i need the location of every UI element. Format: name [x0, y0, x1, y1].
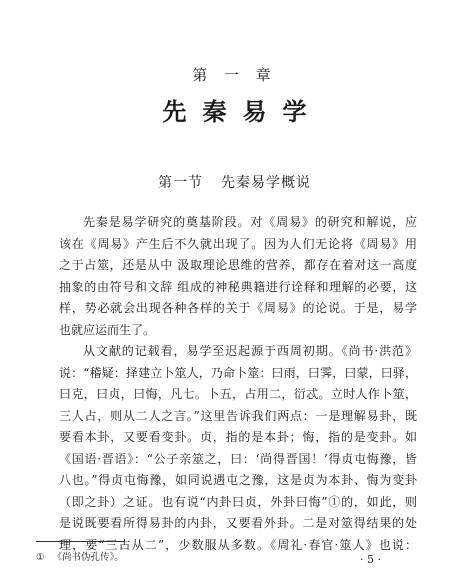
- text-line: 抽象的由符号和文辞 组成的神秘典籍进行诠释和理解的必要，这: [59, 279, 417, 294]
- text-line: 三人占，则从二人之言。”这里告诉我们两点：一是理解易卦，既: [59, 408, 417, 423]
- footnote-divider: [36, 541, 124, 542]
- text-line: 也就应运而生了。: [59, 322, 156, 337]
- text-line: 之于占筮，还是从中 汲取理论思维的营养，都存在着对这一高度: [59, 258, 417, 272]
- footnote: [36, 549, 124, 563]
- text-line: 曰克，曰贞，曰悔，凡七。卜五，占用二，衍忒。立时人作卜筮，: [59, 387, 417, 401]
- footnote-text: 《尚书伪孔传》。: [52, 552, 124, 563]
- section-number: 第一节: [158, 175, 203, 191]
- footnote-mark: ①: [36, 552, 45, 563]
- chapter-label: 第 一 章: [192, 66, 277, 84]
- section-heading: [0, 172, 469, 192]
- text-line: 是说既要看所得易卦的内卦，又要看外卦。二是对筮得结果的处: [59, 516, 417, 530]
- text-line: 说：“稽疑：择建立卜筮人，乃命卜筮：曰雨，曰霁，曰蒙，曰驿，: [59, 365, 417, 380]
- text-line: 样，势必就会出现各种各样的关于《周易》的论说。于是，易学: [59, 301, 417, 315]
- chapter-title: 先秦易学: [162, 97, 323, 126]
- text-line: 八也。”得贞屯悔豫，如同说遇屯之豫，这是贞为本卦、悔为变卦: [59, 473, 417, 487]
- text-line: 《国语·晋语》：“公子亲筮之，曰：‘尚得晋国！’得贞屯悔豫，皆: [59, 451, 417, 466]
- body-text: [59, 212, 417, 556]
- text-line: （即之卦）之证。也有说“内卦曰贞，外卦曰悔”①的，如此，则: [59, 494, 417, 509]
- text-line: 该在《周易》产生后不久就出现了。因为人们无论将《周易》用: [59, 236, 417, 251]
- text-line: 从文献的记载看，易学至迟起源于西周初期。《尚书·洪范》: [83, 344, 417, 358]
- text-line: 先秦是易学研究的奠基阶段。对《周易》的研究和解说，应: [83, 215, 417, 229]
- section-title: 先秦易学概说: [221, 175, 311, 191]
- text-line: 理，要“三占从二”，少数服从多数。《周礼·春官·筮人》也说：: [59, 537, 417, 552]
- page-number: · 5 ·: [360, 553, 381, 566]
- text-line: 要看本卦，又要看变卦。贞，指的是本卦；悔，指的是变卦。如: [59, 430, 417, 444]
